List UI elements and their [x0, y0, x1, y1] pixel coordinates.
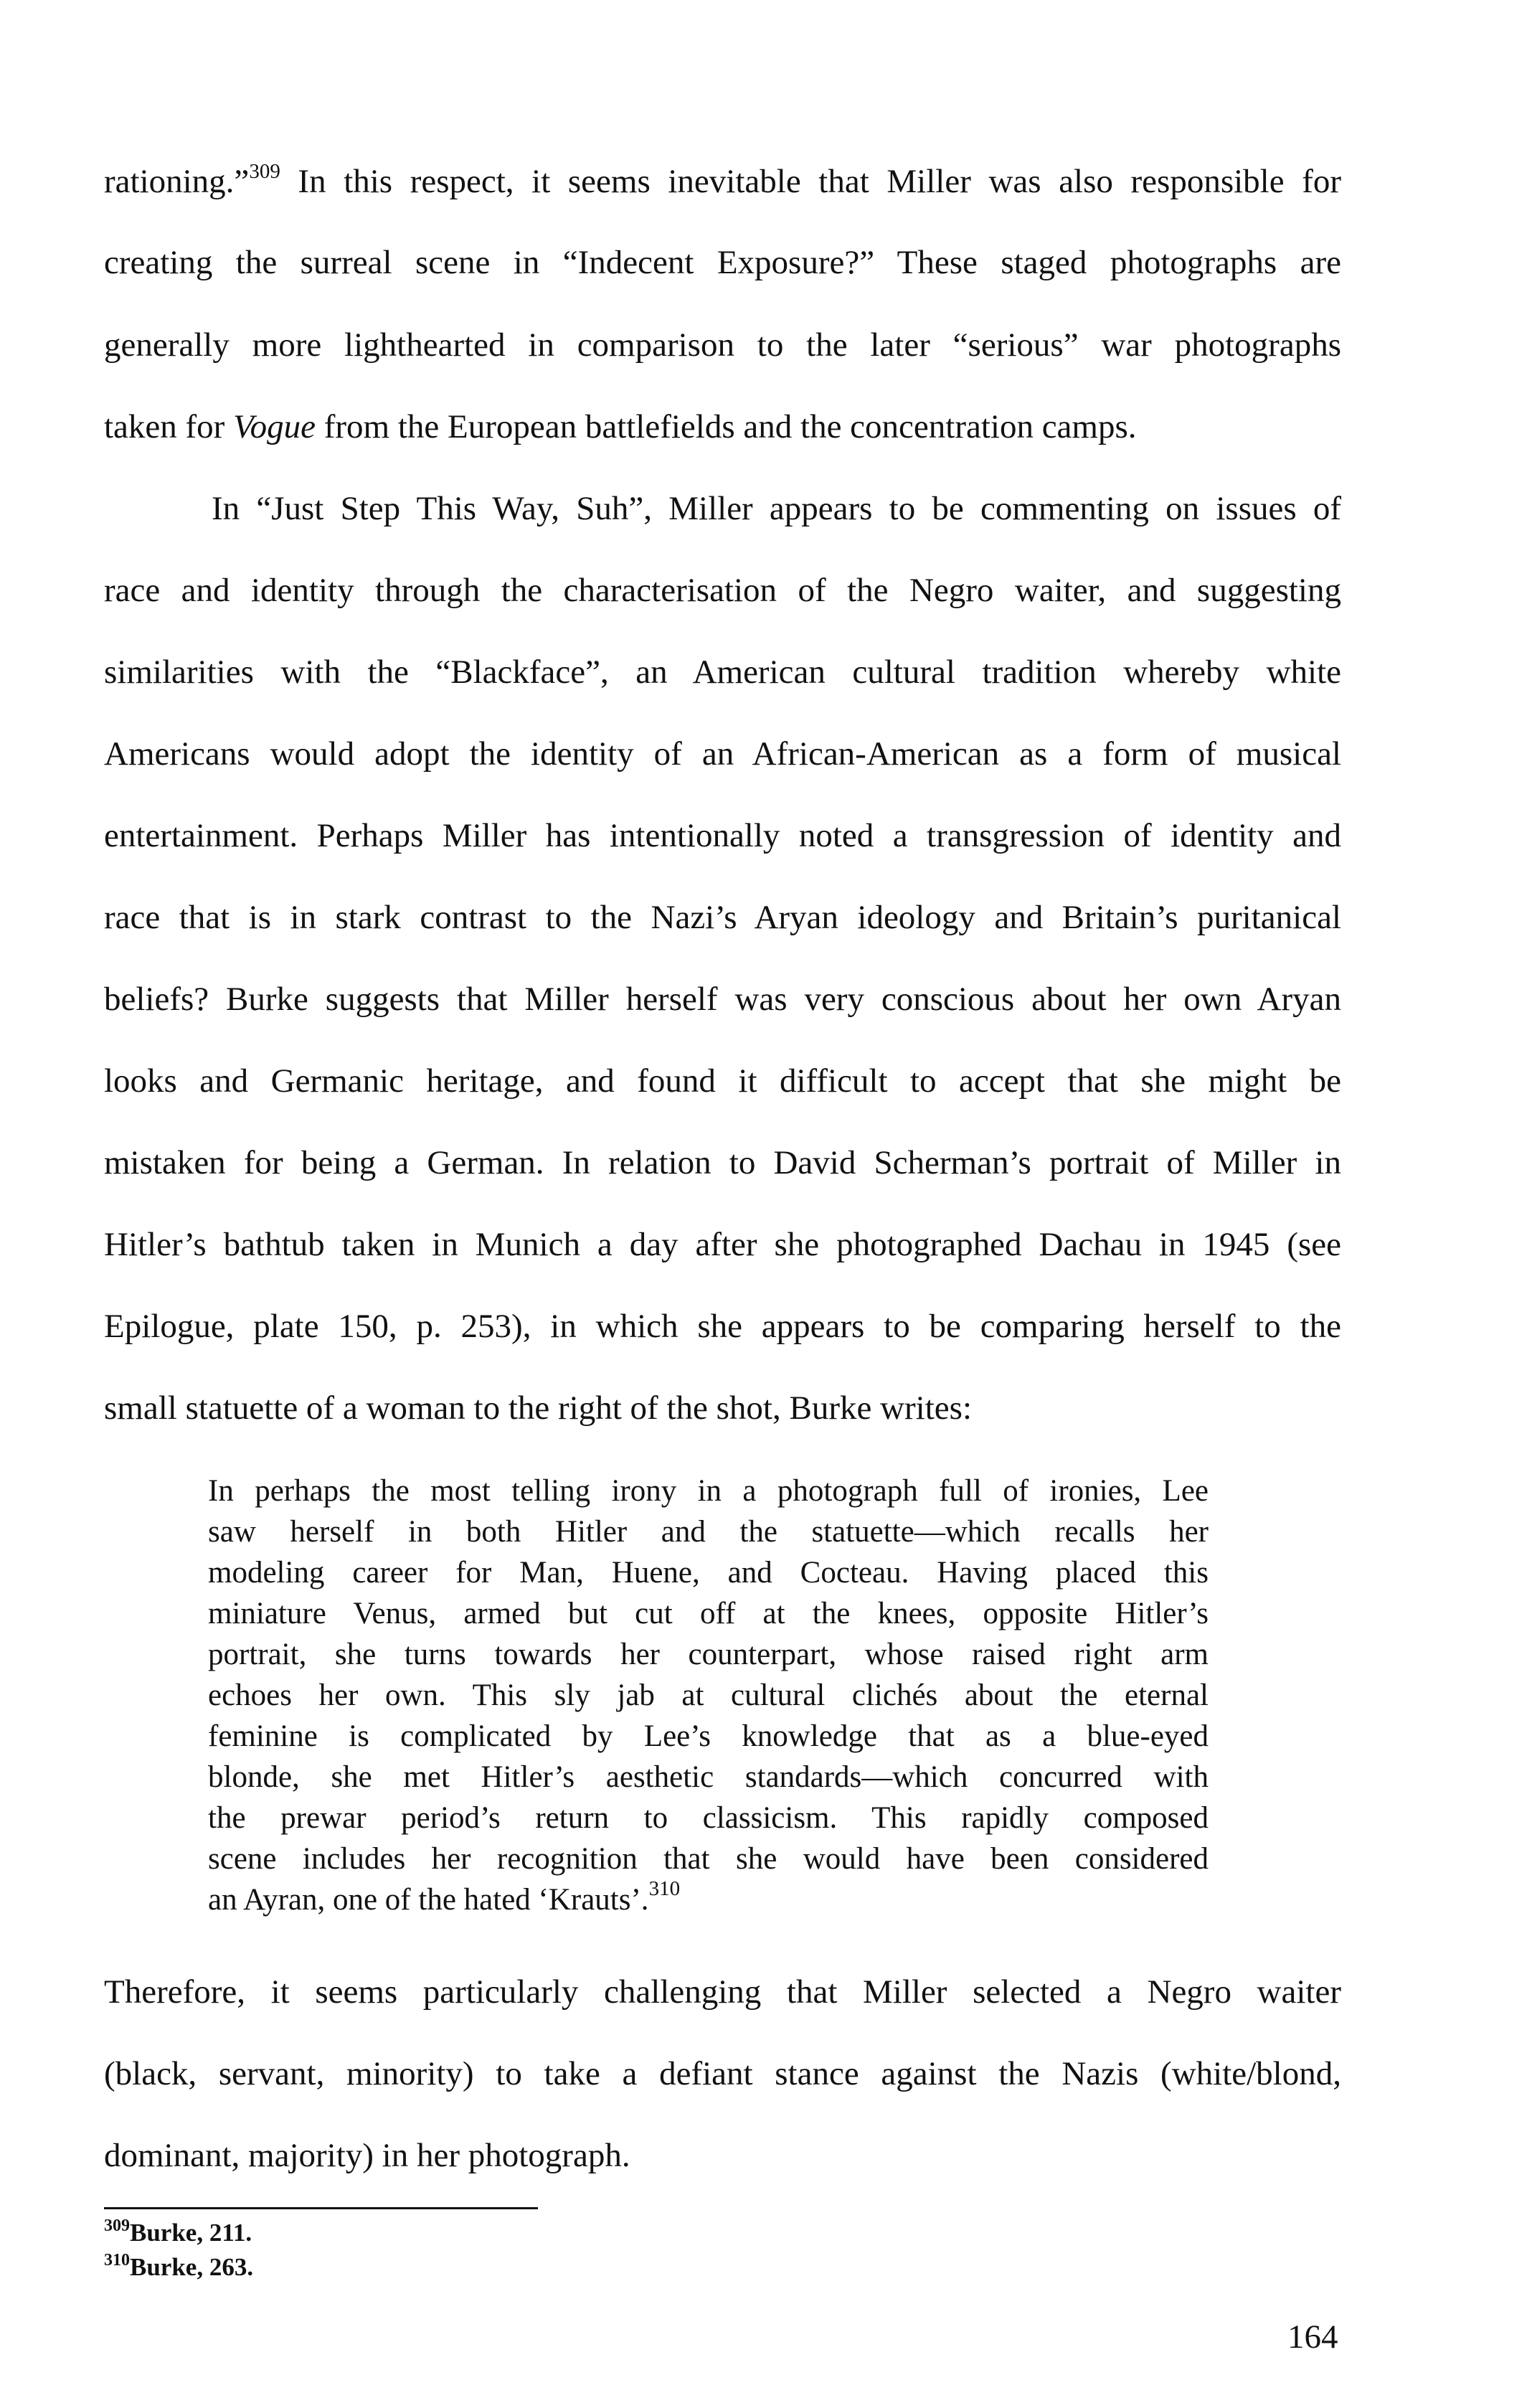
quote-line: portrait, she turns towards her counterpart, whose raised right arm [208, 1638, 1209, 1671]
body-line: dominant, majority) in her photograph. [104, 2137, 630, 2174]
text-run: In this respect, it seems inevitable that Miller was also responsible for [280, 163, 1341, 200]
body-line [104, 407, 1341, 447]
footnote-divider [104, 2207, 538, 2209]
page-number: 164 [1287, 2318, 1338, 2356]
body-line: In “Just Step This Way, Suh”, Miller appears to be commenting on issues of [212, 490, 1341, 527]
body-line: Americans would adopt the identity of an African-American as a form of musical [104, 735, 1341, 773]
footnote [104, 2252, 253, 2282]
body-line: Epilogue, plate 150, p. 253), in which she appears to be comparing herself to the [104, 1308, 1341, 1345]
quote-line: In perhaps the most telling irony in a photograph full of ironies, Lee [208, 1474, 1209, 1508]
magazine-title: Vogue [233, 408, 316, 445]
body-line: beliefs? Burke suggests that Miller herself was very conscious about her own Aryan [104, 981, 1341, 1018]
body-line: (black, servant, minority) to take a defiant stance against the Nazis (white/blond, [104, 2055, 1341, 2092]
body-line: small statuette of a woman to the right of the shot, Burke writes: [104, 1389, 972, 1427]
body-line: mistaken for being a German. In relation to David Scherman’s portrait of Miller in [104, 1144, 1341, 1181]
quote-line: blonde, she met Hitler’s aesthetic standards—which concurred with [208, 1760, 1209, 1794]
body-line: Therefore, it seems particularly challenging that Miller selected a Negro waiter [104, 1973, 1341, 2011]
footnote-ref: 309 [249, 160, 280, 183]
body-line: looks and Germanic heritage, and found it difficult to accept that she might be [104, 1062, 1341, 1100]
quote-line: the prewar period’s return to classicism. This rapidly composed [208, 1801, 1209, 1835]
footnote [104, 2218, 252, 2248]
quote-line: saw herself in both Hitler and the statuette—which recalls her [208, 1515, 1209, 1549]
body-line: race that is in stark contrast to the Nazi’s Aryan ideology and Britain’s puritanical [104, 899, 1341, 936]
text-run: taken for [104, 408, 234, 445]
text-run: rationing.” [104, 163, 250, 200]
body-line: generally more lighthearted in comparison to the later “serious” war photographs [104, 326, 1341, 364]
text-run: from the European battlefields and the concentration camps. [315, 408, 1137, 445]
footnote-text: Burke, 263. [130, 2253, 254, 2281]
body-line: race and identity through the characterisation of the Negro waiter, and suggesting [104, 572, 1341, 609]
body-line [104, 161, 1341, 202]
quote-line [208, 1877, 1209, 1917]
body-line: Hitler’s bathtub taken in Munich a day after she photographed Dachau in 1945 (see [104, 1226, 1341, 1263]
body-line: entertainment. Perhaps Miller has intentionally noted a transgression of identity and [104, 817, 1341, 854]
body-line: similarities with the “Blackface”, an American cultural tradition whereby white [104, 653, 1341, 691]
text-run: an Ayran, one of the hated ‘Krauts’. [208, 1883, 649, 1917]
footnote-number: 309 [104, 2216, 130, 2235]
footnote-number: 310 [104, 2251, 130, 2270]
footnote-ref: 310 [648, 1877, 681, 1900]
quote-line: miniature Venus, armed but cut off at the knees, opposite Hitler’s [208, 1597, 1209, 1630]
quote-line: feminine is complicated by Lee’s knowledge that as a blue-eyed [208, 1719, 1209, 1753]
quote-line: modeling career for Man, Huene, and Cocteau. Having placed this [208, 1556, 1209, 1590]
footnote-text: Burke, 211. [130, 2219, 252, 2247]
quote-line: echoes her own. This sly jab at cultural clichés about the eternal [208, 1678, 1209, 1712]
body-line: creating the surreal scene in “Indecent Exposure?” These staged photographs are [104, 244, 1341, 281]
quote-line: scene includes her recognition that she would have been considered [208, 1842, 1209, 1876]
